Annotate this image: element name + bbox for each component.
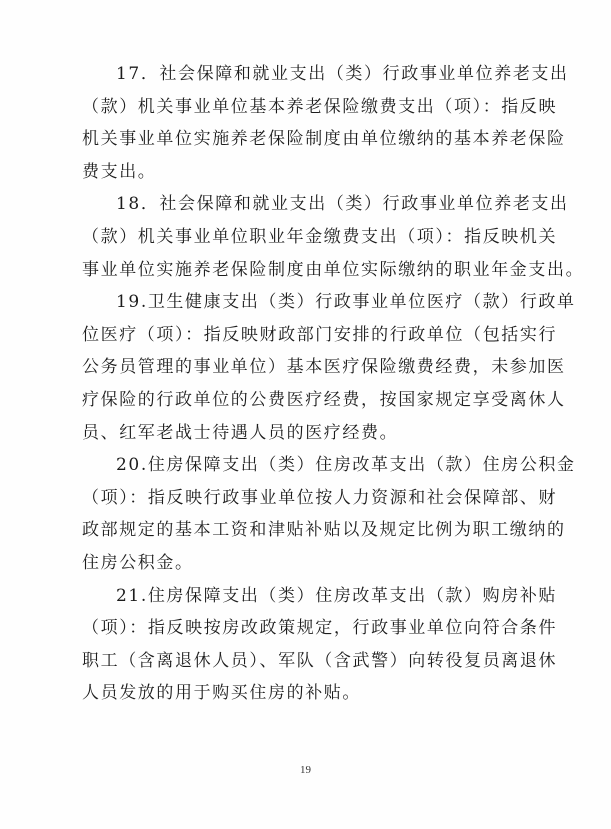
paragraph-18	[82, 188, 585, 286]
paragraph-line: 费支出。	[82, 161, 157, 182]
paragraph-20	[82, 449, 576, 579]
paragraph-17	[82, 58, 569, 188]
paragraph-line: （项）：指反映按房改政策规定，行政事业单位向符合条件	[82, 618, 558, 639]
paragraph-line: 职工（含离退休人员）、军队（含武警）向转役复员离退休	[82, 650, 558, 671]
paragraph-line: （款）机关事业单位职业年金缴费支出（项）：指反映机关	[82, 226, 558, 247]
paragraph-line: 21.住房保障支出（类）住房改革支出（款）购房补贴	[116, 585, 558, 606]
paragraph-line: 17．社会保障和就业支出（类）行政事业单位养老支出	[116, 64, 569, 84]
paragraph-line: 公务员管理的事业单位）基本医疗保险缴费经费，未参加医	[82, 357, 566, 378]
paragraph-19	[82, 286, 576, 449]
paragraph-line: 住房公积金。	[82, 552, 194, 573]
paragraph-line: 人员发放的用于购买住房的补贴。	[82, 683, 361, 704]
paragraph-line: 疗保险的行政单位的公费医疗经费，按国家规定享受离休人	[82, 389, 566, 410]
paragraph-line: 18．社会保障和就业支出（类）行政事业单位养老支出	[116, 194, 569, 215]
paragraph-21	[82, 580, 558, 710]
paragraph-line: 机关事业单位实施养老保险制度由单位缴纳的基本养老保险	[82, 129, 566, 150]
paragraph-line: 位医疗（项）：指反映财政部门安排的行政单位（包括实行	[82, 324, 558, 345]
paragraph-line: （项）：指反映行政事业单位按人力资源和社会保障部、财	[82, 487, 558, 508]
paragraph-line: 19.卫生健康支出（类）行政事业单位医疗（款）行政单	[116, 292, 576, 313]
document-body	[82, 58, 585, 710]
page-number: 19	[300, 764, 311, 776]
paragraph-line: （款）机关事业单位基本养老保险缴费支出（项）：指反映	[82, 96, 558, 117]
paragraph-line: 政部规定的基本工资和津贴补贴以及规定比例为职工缴纳的	[82, 520, 566, 541]
paragraph-line: 员、红军老战士待遇人员的医疗经费。	[82, 422, 399, 443]
paragraph-line: 事业单位实施养老保险制度由单位实际缴纳的职业年金支出。	[82, 259, 585, 280]
paragraph-line: 20.住房保障支出（类）住房改革支出（款）住房公积金	[116, 455, 576, 476]
